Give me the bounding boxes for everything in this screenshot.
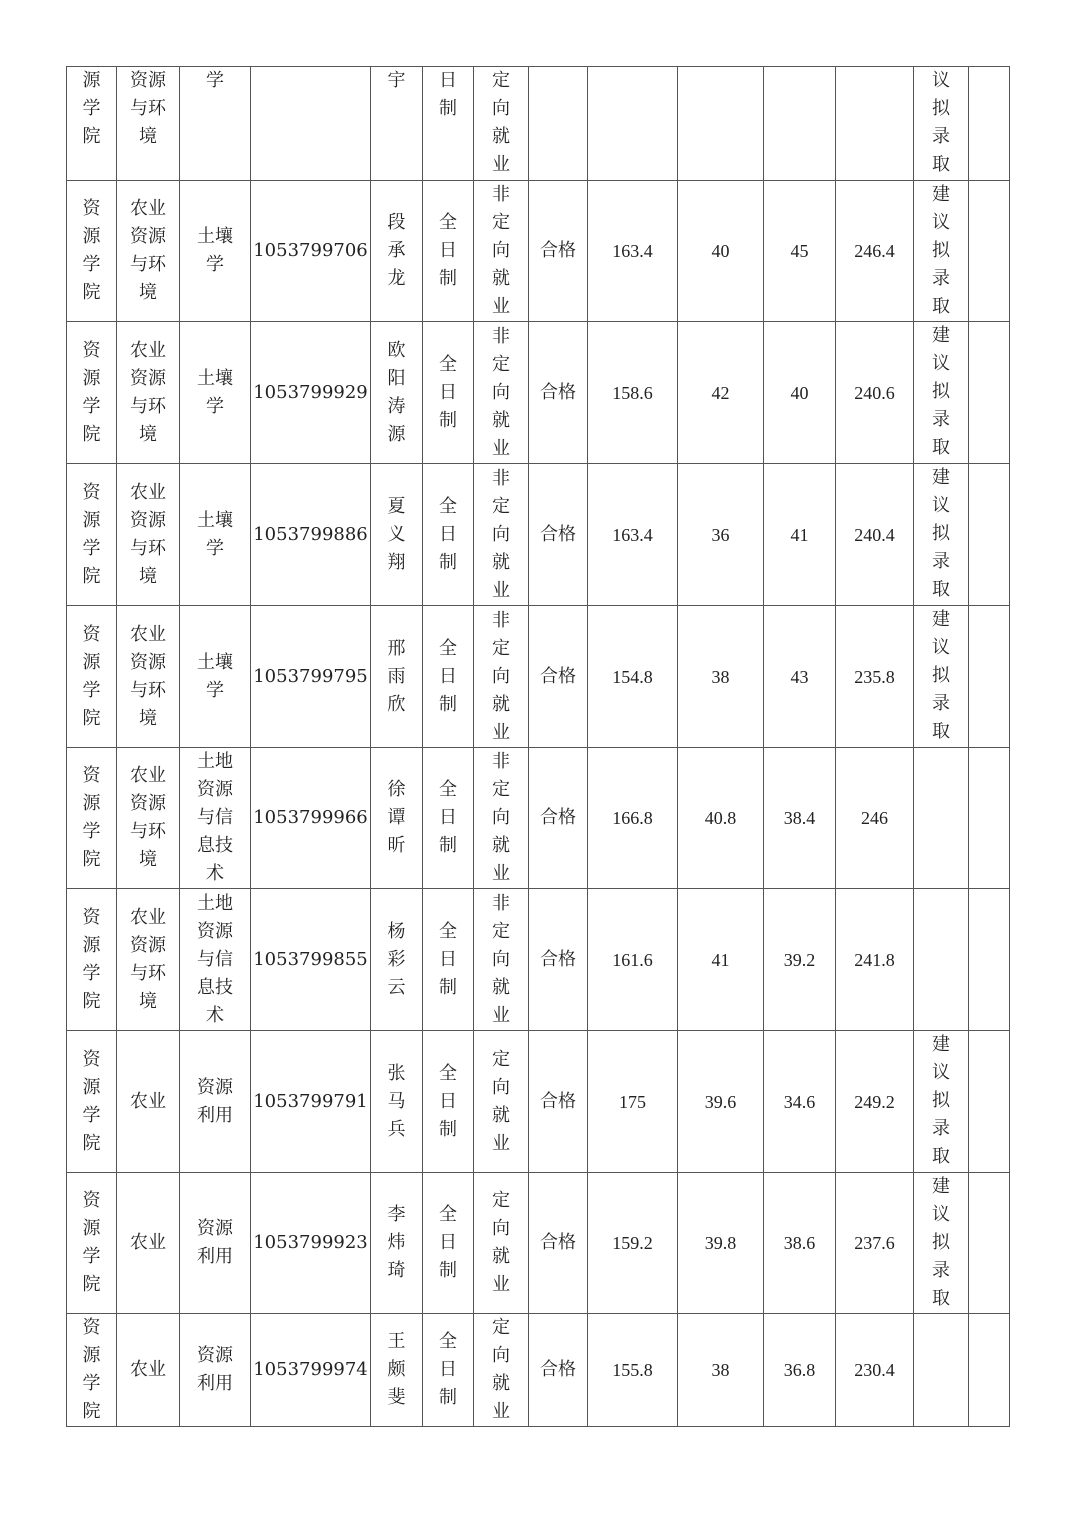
cell-score-a: 38 — [678, 606, 764, 748]
cell-major-category: 农业 — [117, 1314, 180, 1427]
cell-employment-type: 定 向 就 业 — [474, 1031, 529, 1173]
cell-student-name: 夏 义 翔 — [371, 464, 423, 606]
cell-major: 土壤 学 — [180, 606, 251, 748]
cell-score-b: 39.2 — [764, 889, 836, 1031]
cell-qualification: 合格 — [529, 748, 588, 889]
cell-remark — [969, 1031, 1010, 1173]
admission-table — [66, 66, 1010, 1427]
cell-score-final: 241.8 — [836, 889, 914, 1031]
cell-exam-number: 1053799929 — [251, 322, 371, 464]
cell-major-category: 农业 — [117, 1173, 180, 1314]
cell-study-mode: 全 日 制 — [423, 322, 474, 464]
cell-remark — [969, 748, 1010, 889]
table-row — [67, 322, 1010, 464]
cell-score-b: 34.6 — [764, 1031, 836, 1173]
cell-score-final: 249.2 — [836, 1031, 914, 1173]
cell-exam-number: 1053799923 — [251, 1173, 371, 1314]
cell-exam-number: 1053799791 — [251, 1031, 371, 1173]
cell-recommendation — [914, 748, 969, 889]
cell-college: 资 源 学 院 — [67, 181, 117, 322]
cell-remark — [969, 606, 1010, 748]
cell-score-total-initial: 159.2 — [588, 1173, 678, 1314]
cell-remark — [969, 322, 1010, 464]
cell-major-category: 农业 资源 与环 境 — [117, 322, 180, 464]
cell-student-name: 欧 阳 涛 源 — [371, 322, 423, 464]
cell-recommendation: 建 议 拟 录 取 — [914, 1173, 969, 1314]
cell-qualification: 合格 — [529, 464, 588, 606]
cell-major: 土地 资源 与信 息技 术 — [180, 748, 251, 889]
cell-qualification: 合格 — [529, 1173, 588, 1314]
cell-college: 资 源 学 院 — [67, 1314, 117, 1427]
cell-student-name: 段 承 龙 — [371, 181, 423, 322]
cell-major-category: 农业 资源 与环 境 — [117, 606, 180, 748]
cell-exam-number — [251, 67, 371, 181]
cell-score-final: 240.4 — [836, 464, 914, 606]
cell-score-a: 40.8 — [678, 748, 764, 889]
cell-study-mode: 全 日 制 — [423, 181, 474, 322]
table-row — [67, 1314, 1010, 1427]
cell-major-category: 资源 与环 境 — [117, 67, 180, 181]
cell-score-a: 42 — [678, 322, 764, 464]
cell-study-mode: 全 日 制 — [423, 1314, 474, 1427]
cell-college: 资 源 学 院 — [67, 748, 117, 889]
table-row — [67, 889, 1010, 1031]
cell-major-category: 农业 — [117, 1031, 180, 1173]
cell-college: 源 学 院 — [67, 67, 117, 181]
cell-major: 土壤 学 — [180, 181, 251, 322]
cell-employment-type: 非 定 向 就 业 — [474, 322, 529, 464]
cell-score-b: 45 — [764, 181, 836, 322]
cell-employment-type: 非 定 向 就 业 — [474, 181, 529, 322]
cell-college: 资 源 学 院 — [67, 1031, 117, 1173]
cell-major: 学 — [180, 67, 251, 181]
table-row — [67, 1173, 1010, 1314]
cell-major: 土地 资源 与信 息技 术 — [180, 889, 251, 1031]
cell-exam-number: 1053799855 — [251, 889, 371, 1031]
cell-score-final: 235.8 — [836, 606, 914, 748]
table-row — [67, 67, 1010, 181]
cell-study-mode: 全 日 制 — [423, 889, 474, 1031]
cell-score-final: 246.4 — [836, 181, 914, 322]
cell-major: 资源 利用 — [180, 1314, 251, 1427]
cell-remark — [969, 1314, 1010, 1427]
cell-exam-number: 1053799795 — [251, 606, 371, 748]
cell-score-total-initial: 175 — [588, 1031, 678, 1173]
cell-remark — [969, 1173, 1010, 1314]
table-row — [67, 1031, 1010, 1173]
cell-qualification: 合格 — [529, 181, 588, 322]
cell-exam-number: 1053799966 — [251, 748, 371, 889]
cell-employment-type: 定 向 就 业 — [474, 1314, 529, 1427]
cell-study-mode: 全 日 制 — [423, 1173, 474, 1314]
cell-recommendation: 建 议 拟 录 取 — [914, 322, 969, 464]
cell-score-b: 41 — [764, 464, 836, 606]
cell-study-mode: 全 日 制 — [423, 1031, 474, 1173]
cell-student-name: 邢 雨 欣 — [371, 606, 423, 748]
cell-score-total-initial: 161.6 — [588, 889, 678, 1031]
cell-study-mode: 日 制 — [423, 67, 474, 181]
cell-major: 资源 利用 — [180, 1031, 251, 1173]
cell-score-a: 39.6 — [678, 1031, 764, 1173]
cell-employment-type: 非 定 向 就 业 — [474, 889, 529, 1031]
cell-qualification: 合格 — [529, 322, 588, 464]
cell-score-b: 36.8 — [764, 1314, 836, 1427]
cell-exam-number: 1053799706 — [251, 181, 371, 322]
cell-student-name: 王 颇 斐 — [371, 1314, 423, 1427]
cell-score-total-initial: 163.4 — [588, 181, 678, 322]
cell-score-b — [764, 67, 836, 181]
cell-qualification: 合格 — [529, 1031, 588, 1173]
cell-exam-number: 1053799974 — [251, 1314, 371, 1427]
cell-score-final: 230.4 — [836, 1314, 914, 1427]
cell-study-mode: 全 日 制 — [423, 606, 474, 748]
cell-remark — [969, 67, 1010, 181]
cell-employment-type: 定 向 就 业 — [474, 67, 529, 181]
cell-college: 资 源 学 院 — [67, 889, 117, 1031]
table-row — [67, 181, 1010, 322]
cell-employment-type: 定 向 就 业 — [474, 1173, 529, 1314]
cell-score-final: 246 — [836, 748, 914, 889]
cell-student-name: 宇 — [371, 67, 423, 181]
cell-score-a — [678, 67, 764, 181]
cell-qualification: 合格 — [529, 1314, 588, 1427]
cell-college: 资 源 学 院 — [67, 322, 117, 464]
cell-student-name: 徐 谭 昕 — [371, 748, 423, 889]
cell-college: 资 源 学 院 — [67, 1173, 117, 1314]
cell-score-total-initial: 166.8 — [588, 748, 678, 889]
cell-employment-type: 非 定 向 就 业 — [474, 748, 529, 889]
cell-score-total-initial: 163.4 — [588, 464, 678, 606]
cell-score-final: 237.6 — [836, 1173, 914, 1314]
table-row — [67, 606, 1010, 748]
cell-score-final: 240.6 — [836, 322, 914, 464]
cell-score-total-initial: 155.8 — [588, 1314, 678, 1427]
cell-score-a: 41 — [678, 889, 764, 1031]
cell-qualification: 合格 — [529, 606, 588, 748]
cell-major-category: 农业 资源 与环 境 — [117, 889, 180, 1031]
cell-score-b: 40 — [764, 322, 836, 464]
cell-score-a: 39.8 — [678, 1173, 764, 1314]
cell-score-total-initial: 158.6 — [588, 322, 678, 464]
cell-major-category: 农业 资源 与环 境 — [117, 181, 180, 322]
cell-recommendation — [914, 889, 969, 1031]
cell-recommendation: 建 议 拟 录 取 — [914, 464, 969, 606]
cell-recommendation: 建 议 拟 录 取 — [914, 606, 969, 748]
table-row — [67, 464, 1010, 606]
cell-student-name: 张 马 兵 — [371, 1031, 423, 1173]
cell-score-b: 38.6 — [764, 1173, 836, 1314]
cell-study-mode: 全 日 制 — [423, 748, 474, 889]
cell-score-a: 38 — [678, 1314, 764, 1427]
cell-employment-type: 非 定 向 就 业 — [474, 606, 529, 748]
cell-student-name: 李 炜 琦 — [371, 1173, 423, 1314]
cell-major: 土壤 学 — [180, 464, 251, 606]
cell-score-total-initial — [588, 67, 678, 181]
cell-remark — [969, 889, 1010, 1031]
cell-employment-type: 非 定 向 就 业 — [474, 464, 529, 606]
cell-remark — [969, 464, 1010, 606]
cell-score-a: 40 — [678, 181, 764, 322]
cell-student-name: 杨 彩 云 — [371, 889, 423, 1031]
cell-college: 资 源 学 院 — [67, 606, 117, 748]
cell-major: 资源 利用 — [180, 1173, 251, 1314]
cell-score-final — [836, 67, 914, 181]
cell-qualification: 合格 — [529, 889, 588, 1031]
table-row — [67, 748, 1010, 889]
cell-recommendation: 建 议 拟 录 取 — [914, 1031, 969, 1173]
cell-major-category: 农业 资源 与环 境 — [117, 748, 180, 889]
cell-recommendation: 建 议 拟 录 取 — [914, 181, 969, 322]
cell-major-category: 农业 资源 与环 境 — [117, 464, 180, 606]
cell-score-a: 36 — [678, 464, 764, 606]
cell-score-b: 43 — [764, 606, 836, 748]
cell-recommendation — [914, 1314, 969, 1427]
cell-remark — [969, 181, 1010, 322]
cell-qualification — [529, 67, 588, 181]
cell-college: 资 源 学 院 — [67, 464, 117, 606]
cell-major: 土壤 学 — [180, 322, 251, 464]
cell-exam-number: 1053799886 — [251, 464, 371, 606]
cell-study-mode: 全 日 制 — [423, 464, 474, 606]
cell-score-b: 38.4 — [764, 748, 836, 889]
cell-score-total-initial: 154.8 — [588, 606, 678, 748]
cell-recommendation: 议 拟 录 取 — [914, 67, 969, 181]
